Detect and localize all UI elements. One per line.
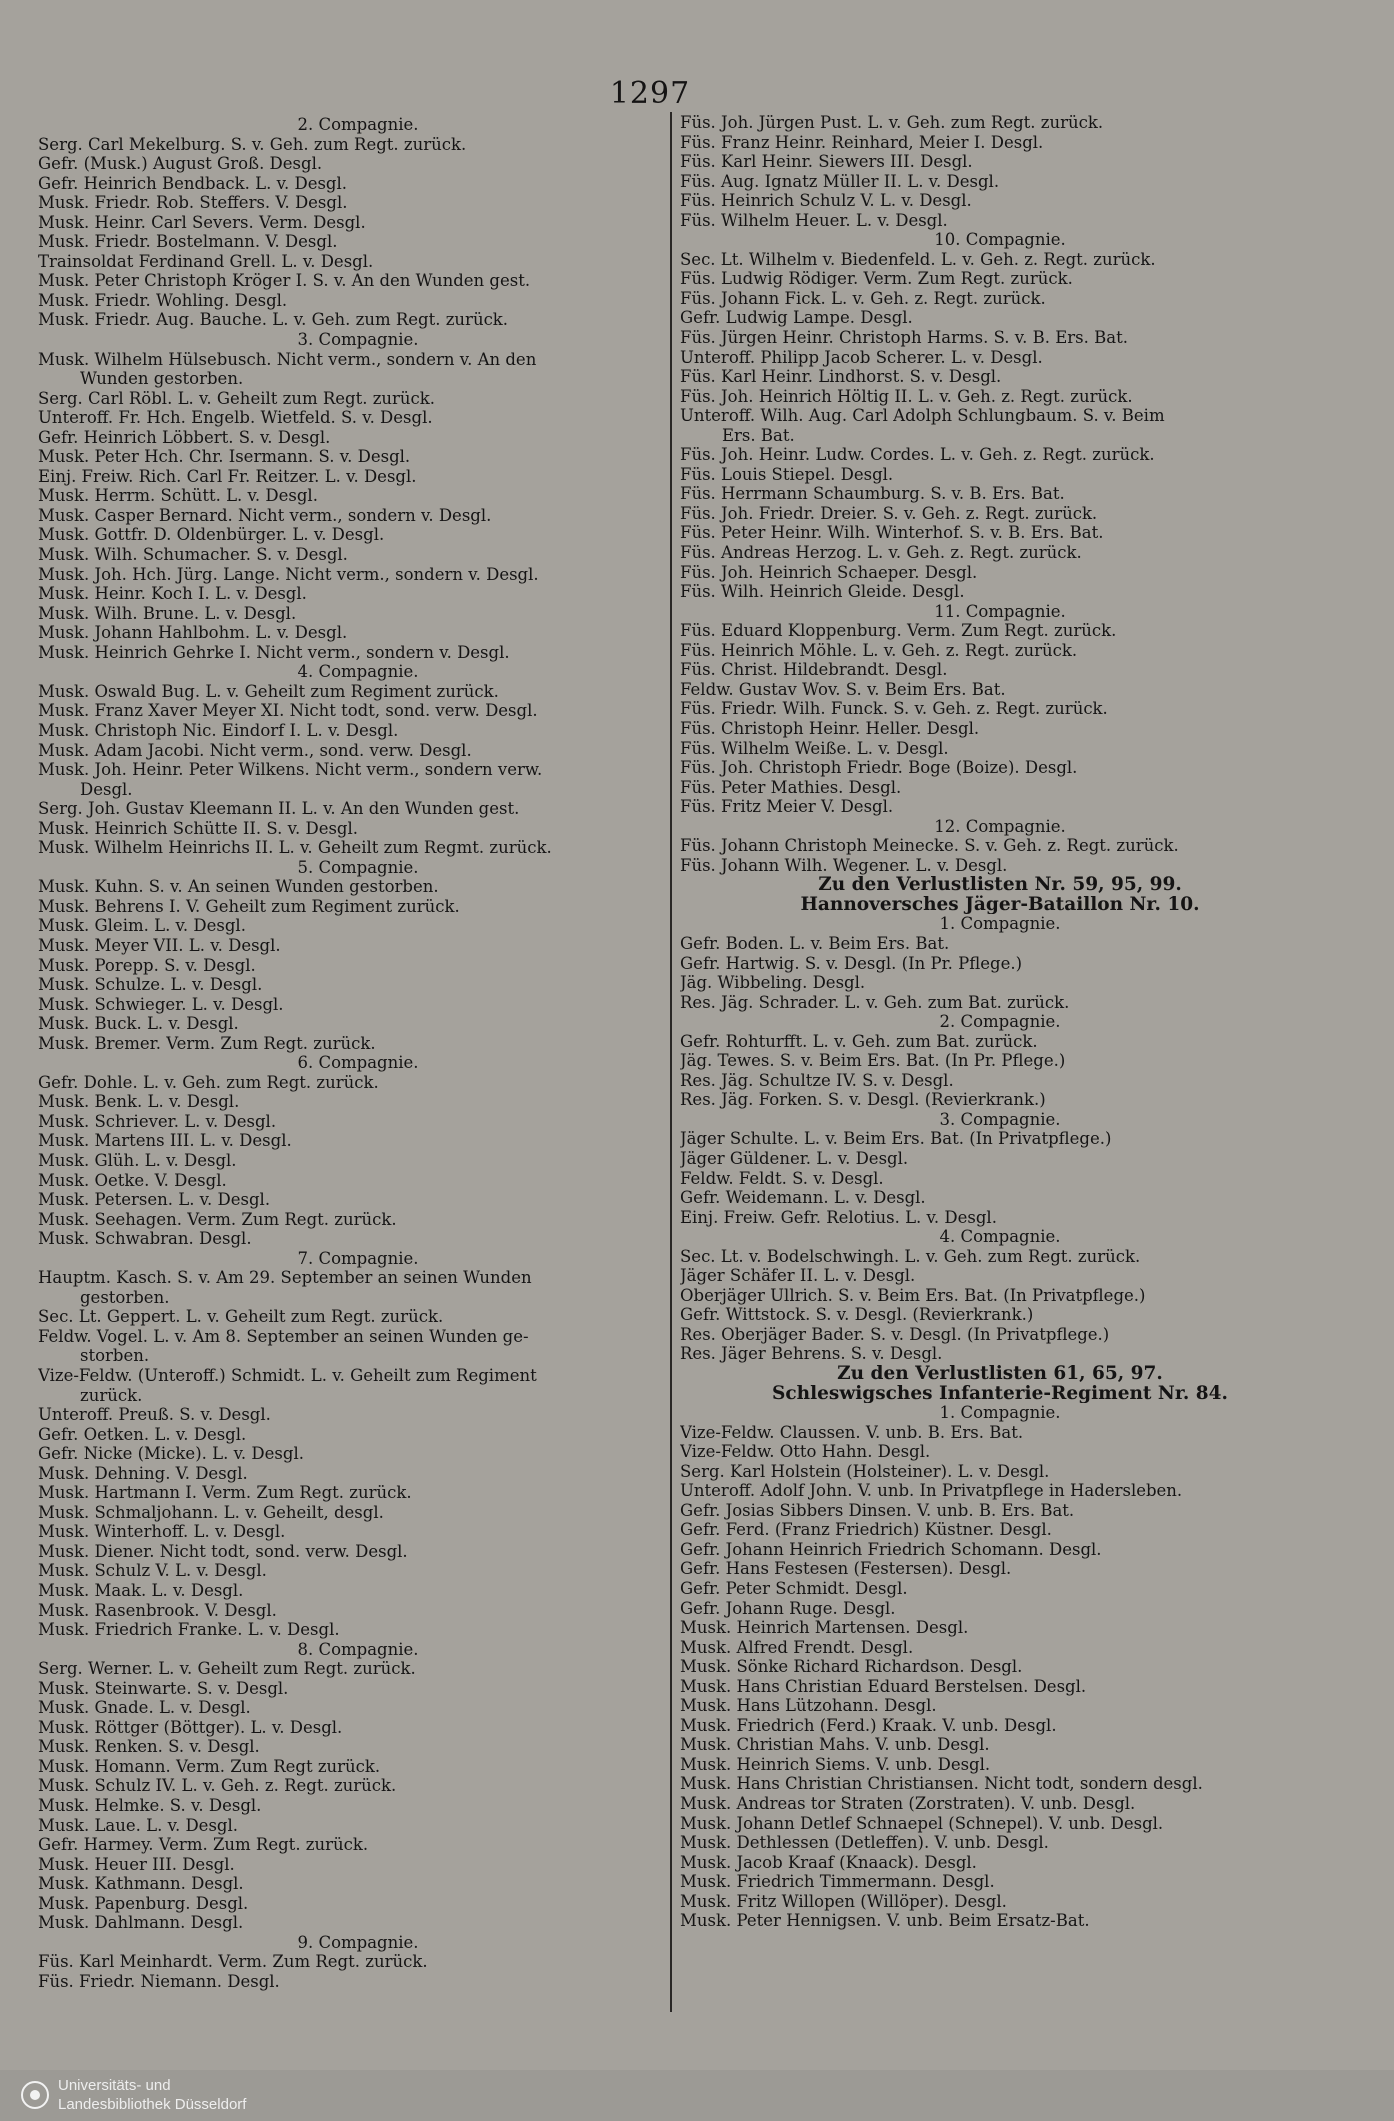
library-name: [58, 2076, 246, 2114]
entry-line: Füs. Johann Christoph Meinecke. S. v. Geh. z. Regt. zurück.: [680, 836, 1179, 856]
company-heading: 10. Compagnie.: [934, 230, 1066, 250]
company-heading: 11. Compagnie.: [934, 601, 1066, 621]
entry-line: Musk. Hans Christian Christiansen. Nicht todt, sondern desgl.: [680, 1774, 1203, 1794]
entry-line: Musk. Christian Mahs. V. unb. Desgl.: [680, 1735, 990, 1755]
entry-line: Jäg. Wibbeling. Desgl.: [680, 973, 866, 993]
entry-line: Musk. Behrens I. V. Geheilt zum Regiment zurück.: [38, 896, 460, 916]
entry-line: Füs. Joh. Friedr. Dreier. S. v. Geh. z. Regt. zurück.: [680, 503, 1098, 523]
entry-line: Musk. Hans Lützohann. Desgl.: [680, 1696, 937, 1716]
entry-line: Füs. Johann Fick. L. v. Geh. z. Regt. zurück.: [680, 288, 1046, 308]
entry-line: Füs. Ludwig Rödiger. Verm. Zum Regt. zurück.: [680, 269, 1073, 289]
company-heading: 6. Compagnie.: [297, 1053, 419, 1073]
entry-line: Füs. Wilh. Heinrich Gleide. Desgl.: [680, 582, 965, 602]
entry-line: Musk. Hartmann I. Verm. Zum Regt. zurück.: [38, 1483, 412, 1503]
company-heading: 1. Compagnie.: [939, 914, 1061, 934]
entry-line: Feldw. Vogel. L. v. Am 8. September an seinen Wunden ge-: [38, 1326, 529, 1346]
company-heading: 4. Compagnie.: [297, 662, 419, 682]
entry-line: Gefr. Peter Schmidt. Desgl.: [680, 1579, 908, 1599]
entry-line: Musk. Friedr. Aug. Bauche. L. v. Geh. zum Regt. zurück.: [38, 310, 509, 330]
entry-line: Füs. Eduard Kloppenburg. Verm. Zum Regt. zurück.: [680, 621, 1117, 641]
entry-line: Unteroff. Fr. Hch. Engelb. Wietfeld. S. v. Desgl.: [38, 408, 433, 428]
entry-line: Jäger Güldener. L. v. Desgl.: [680, 1148, 909, 1168]
company-heading: 3. Compagnie.: [939, 1109, 1061, 1129]
entry-line: Musk. Oswald Bug. L. v. Geheilt zum Regiment zurück.: [38, 681, 499, 701]
entry-line: Musk. Schmaljohann. L. v. Geheilt, desgl.: [38, 1502, 384, 1522]
entry-line: Füs. Aug. Ignatz Müller II. L. v. Desgl.: [680, 171, 1000, 191]
entry-line: Füs. Christ. Hildebrandt. Desgl.: [680, 660, 948, 680]
entry-line: Musk. Helmke. S. v. Desgl.: [38, 1796, 262, 1816]
entry-line: Musk. Adam Jacobi. Nicht verm., sond. verw. Desgl.: [38, 740, 472, 760]
entry-line: Unteroff. Preuß. S. v. Desgl.: [38, 1405, 271, 1425]
entry-line: Füs. Louis Stiepel. Desgl.: [680, 464, 894, 484]
entry-line: Gefr. Ferd. (Franz Friedrich) Küstner. Desgl.: [680, 1520, 1052, 1540]
entry-line: Musk. Dethlessen (Detleffen). V. unb. Desgl.: [680, 1833, 1049, 1853]
entry-line: Jäg. Tewes. S. v. Beim Ers. Bat. (In Pr. Pflege.): [680, 1051, 1066, 1071]
entry-line: Gefr. Wittstock. S. v. Desgl. (Revierkrank.): [680, 1305, 1034, 1325]
entry-line: Musk. Heinrich Siems. V. unb. Desgl.: [680, 1754, 991, 1774]
entry-line: Musk. Renken. S. v. Desgl.: [38, 1737, 260, 1757]
entry-line: Füs. Peter Mathies. Desgl.: [680, 777, 902, 797]
entry-line: Musk. Petersen. L. v. Desgl.: [38, 1190, 271, 1210]
entry-line: Sec. Lt. Geppert. L. v. Geheilt zum Regt. zurück.: [38, 1307, 444, 1327]
entry-line: Musk. Heinrich Schütte II. S. v. Desgl.: [38, 818, 359, 838]
entry-line: Musk. Peter Hch. Chr. Isermann. S. v. Desgl.: [38, 447, 411, 467]
entry-line: Musk. Homann. Verm. Zum Regt zurück.: [38, 1756, 381, 1776]
entry-line: Musk. Sönke Richard Richardson. Desgl.: [680, 1657, 1023, 1677]
entry-line: Res. Jäg. Schultze IV. S. v. Desgl.: [680, 1070, 954, 1090]
entry-line: Res. Jäg. Forken. S. v. Desgl. (Revierkrank.): [680, 1090, 1046, 1110]
entry-line: Musk. Joh. Heinr. Peter Wilkens. Nicht verm., sondern verw.: [38, 760, 543, 780]
entry-line: storben.: [80, 1346, 150, 1366]
section-heading: Hannoversches Jäger-Bataillon Nr. 10.: [800, 894, 1200, 915]
entry-line: Gefr. Hans Festesen (Festersen). Desgl.: [680, 1559, 1012, 1579]
company-heading: 7. Compagnie.: [297, 1248, 419, 1268]
entry-line: Musk. Casper Bernard. Nicht verm., sondern v. Desgl.: [38, 505, 492, 525]
company-heading: 4. Compagnie.: [939, 1227, 1061, 1247]
entry-line: Feldw. Gustav Wov. S. v. Beim Ers. Bat.: [680, 679, 1006, 699]
entry-line: Musk. Oetke. V. Desgl.: [38, 1170, 227, 1190]
entry-line: Feldw. Feldt. S. v. Desgl.: [680, 1168, 884, 1188]
entry-line: Musk. Bremer. Verm. Zum Regt. zurück.: [38, 1033, 376, 1053]
entry-line: Gefr. Boden. L. v. Beim Ers. Bat.: [680, 933, 950, 953]
entry-line: Musk. Peter Hennigsen. V. unb. Beim Ersatz-Bat.: [680, 1911, 1090, 1931]
entry-line: Musk. Johann Detlef Schnaepel (Schnepel). V. unb. Desgl.: [680, 1813, 1164, 1833]
entry-line: Musk. Hans Christian Eduard Berstelsen. Desgl.: [680, 1676, 1087, 1696]
entry-line: Unteroff. Philipp Jacob Scherer. L. v. Desgl.: [680, 347, 1043, 367]
entry-line: Musk. Andreas tor Straten (Zorstraten). V. unb. Desgl.: [680, 1794, 1136, 1814]
entry-line: Musk. Porepp. S. v. Desgl.: [38, 955, 256, 975]
entry-line: Füs. Karl Heinr. Siewers III. Desgl.: [680, 152, 973, 172]
entry-line: Musk. Heinr. Koch I. L. v. Desgl.: [38, 584, 307, 604]
entry-line: Musk. Rasenbrook. V. Desgl.: [38, 1600, 277, 1620]
entry-line: Musk. Maak. L. v. Desgl.: [38, 1581, 244, 1601]
entry-line: Gefr. Johann Ruge. Desgl.: [680, 1598, 896, 1618]
entry-line: Musk. Johann Hahlbohm. L. v. Desgl.: [38, 623, 348, 643]
entry-line: Jäger Schulte. L. v. Beim Ers. Bat. (In Privatpflege.): [680, 1129, 1112, 1149]
entry-line: Oberjäger Ullrich. S. v. Beim Ers. Bat. (In Privatpflege.): [680, 1285, 1146, 1305]
section-heading: Schleswigsches Infanterie-Regiment Nr. 84.: [772, 1383, 1228, 1404]
entry-line: Füs. Friedr. Wilh. Funck. S. v. Geh. z. Regt. zurück.: [680, 699, 1108, 719]
entry-line: Res. Jäg. Schrader. L. v. Geh. zum Bat. zurück.: [680, 992, 1070, 1012]
section-heading: Zu den Verlustlisten Nr. 59, 95, 99.: [818, 875, 1182, 895]
entry-line: Musk. Heinrich Martensen. Desgl.: [680, 1618, 969, 1638]
entry-line: Musk. Wilh. Schumacher. S. v. Desgl.: [38, 545, 348, 565]
entry-line: Füs. Karl Meinhardt. Verm. Zum Regt. zurück.: [38, 1952, 428, 1972]
entry-line: Ers. Bat.: [722, 425, 795, 445]
entry-line: Gefr. Rohturfft. L. v. Geh. zum Bat. zurück.: [680, 1031, 1038, 1051]
entry-line: Musk. Friedrich Timmermann. Desgl.: [680, 1872, 995, 1892]
entry-line: Musk. Dahlmann. Desgl.: [38, 1913, 244, 1933]
entry-line: Füs. Friedr. Niemann. Desgl.: [38, 1971, 280, 1991]
entry-line: Musk. Winterhoff. L. v. Desgl.: [38, 1522, 286, 1542]
entry-line: Gefr. Oetken. L. v. Desgl.: [38, 1424, 247, 1444]
entry-line: Musk. Schwabran. Desgl.: [38, 1229, 252, 1249]
entry-line: Füs. Joh. Christoph Friedr. Boge (Boize). Desgl.: [680, 758, 1078, 778]
library-footer: [0, 2070, 1394, 2121]
entry-line: Gefr. Josias Sibbers Dinsen. V. unb. B. Ers. Bat.: [680, 1500, 1075, 1520]
company-heading: 9. Compagnie.: [297, 1932, 419, 1952]
entry-line: Unteroff. Adolf John. V. unb. In Privatpflege in Hadersleben.: [680, 1481, 1183, 1501]
entry-line: Füs. Jürgen Heinr. Christoph Harms. S. v. B. Ers. Bat.: [680, 328, 1128, 348]
entry-line: Musk. Wilhelm Heinrichs II. L. v. Geheilt zum Regmt. zurück.: [38, 838, 552, 858]
entry-line: Musk. Fritz Willopen (Willöper). Desgl.: [680, 1891, 1007, 1911]
entry-line: Jäger Schäfer II. L. v. Desgl.: [680, 1266, 916, 1286]
company-heading: 12. Compagnie.: [934, 816, 1066, 836]
entry-line: Gefr. Weidemann. L. v. Desgl.: [680, 1188, 926, 1208]
entry-line: Musk. Heuer III. Desgl.: [38, 1854, 235, 1874]
entry-line: Füs. Karl Heinr. Lindhorst. S. v. Desgl.: [680, 367, 1002, 387]
company-heading: 2. Compagnie.: [297, 115, 419, 134]
entry-line: Musk. Wilh. Brune. L. v. Desgl.: [38, 603, 297, 623]
entry-line: Vize-Feldw. Otto Hahn. Desgl.: [680, 1442, 931, 1462]
entry-line: Musk. Kathmann. Desgl.: [38, 1874, 244, 1894]
entry-line: Füs. Andreas Herzog. L. v. Geh. z. Regt. zurück.: [680, 543, 1082, 563]
entry-line: Wunden gestorben.: [80, 369, 244, 389]
entry-line: Musk. Alfred Frendt. Desgl.: [680, 1637, 914, 1657]
company-heading: 2. Compagnie.: [939, 1012, 1061, 1032]
entry-line: Musk. Friedr. Wohling. Desgl.: [38, 290, 288, 310]
entry-line: Serg. Carl Röbl. L. v. Geheilt zum Regt. zurück.: [38, 388, 436, 408]
entry-line: Musk. Friedr. Rob. Steffers. V. Desgl.: [38, 193, 348, 213]
entry-line: Füs. Wilhelm Heuer. L. v. Desgl.: [680, 210, 948, 230]
entry-line: Musk. Joh. Hch. Jürg. Lange. Nicht verm., sondern v. Desgl.: [38, 564, 539, 584]
entry-line: Serg. Karl Holstein (Holsteiner). L. v. Desgl.: [680, 1461, 1050, 1481]
entry-line: Musk. Diener. Nicht todt, sond. verw. Desgl.: [38, 1541, 408, 1561]
entry-line: Musk. Friedrich (Ferd.) Kraak. V. unb. Desgl.: [680, 1715, 1057, 1735]
entry-line: Musk. Seehagen. Verm. Zum Regt. zurück.: [38, 1209, 397, 1229]
entry-line: Füs. Fritz Meier V. Desgl.: [680, 797, 894, 817]
entry-line: Füs. Heinrich Möhle. L. v. Geh. z. Regt. zurück.: [680, 640, 1078, 660]
entry-line: Res. Jäger Behrens. S. v. Desgl.: [680, 1344, 943, 1364]
entry-line: Desgl.: [80, 779, 133, 799]
entry-line: Musk. Jacob Kraaf (Knaack). Desgl.: [680, 1852, 977, 1872]
entry-line: gestorben.: [80, 1287, 170, 1307]
entry-line: Füs. Heinrich Schulz V. L. v. Desgl.: [680, 191, 972, 211]
entry-line: Musk. Schwieger. L. v. Desgl.: [38, 994, 284, 1014]
entry-line: zurück.: [80, 1385, 143, 1405]
company-heading: 8. Compagnie.: [297, 1639, 419, 1659]
entry-line: Gefr. Heinrich Bendback. L. v. Desgl.: [38, 173, 348, 193]
entry-line: Sec. Lt. Wilhelm v. Biedenfeld. L. v. Geh. z. Regt. zurück.: [680, 249, 1156, 269]
entry-line: Füs. Herrmann Schaumburg. S. v. B. Ers. Bat.: [680, 484, 1065, 504]
company-heading: 1. Compagnie.: [939, 1403, 1061, 1423]
company-heading: 3. Compagnie.: [297, 330, 419, 350]
entry-line: Füs. Joh. Jürgen Pust. L. v. Geh. zum Regt. zurück.: [680, 113, 1104, 132]
entry-line: Musk. Heinr. Carl Severs. Verm. Desgl.: [38, 212, 366, 232]
entry-line: Musk. Heinrich Gehrke I. Nicht verm., sondern v. Desgl.: [38, 642, 510, 662]
entry-line: Gefr. Heinrich Löbbert. S. v. Desgl.: [38, 427, 331, 447]
library-name-line2: Landesbibliothek Düsseldorf: [58, 2096, 247, 2113]
entry-line: Gefr. Dohle. L. v. Geh. zum Regt. zurück.: [38, 1072, 379, 1092]
entry-line: Trainsoldat Ferdinand Grell. L. v. Desgl.: [38, 251, 374, 271]
entry-line: Füs. Joh. Heinrich Schaeper. Desgl.: [680, 562, 978, 582]
entry-line: Musk. Schriever. L. v. Desgl.: [38, 1111, 277, 1131]
library-name-line1: Universitäts- und: [58, 2077, 171, 2094]
page-number: 1297: [609, 76, 691, 111]
library-logo-icon: [20, 2080, 50, 2110]
entry-line: Einj. Freiw. Rich. Carl Fr. Reitzer. L. v. Desgl.: [38, 466, 417, 486]
entry-line: Musk. Dehning. V. Desgl.: [38, 1463, 248, 1483]
entry-line: Musk. Peter Christoph Kröger I. S. v. An den Wunden gest.: [38, 271, 531, 291]
entry-line: Füs. Joh. Heinr. Ludw. Cordes. L. v. Geh. z. Regt. zurück.: [680, 445, 1155, 465]
entry-line: Musk. Röttger (Böttger). L. v. Desgl.: [38, 1717, 343, 1737]
entry-line: Musk. Martens III. L. v. Desgl.: [38, 1131, 292, 1151]
entry-line: Serg. Joh. Gustav Kleemann II. L. v. An den Wunden gest.: [38, 799, 520, 819]
entry-line: Füs. Wilhelm Weiße. L. v. Desgl.: [680, 738, 949, 758]
entry-line: Musk. Gottfr. D. Oldenbürger. L. v. Desgl.: [38, 525, 385, 545]
entry-line: Res. Oberjäger Bader. S. v. Desgl. (In Privatpflege.): [680, 1324, 1110, 1344]
entry-line: Gefr. Johann Heinrich Friedrich Schomann. Desgl.: [680, 1539, 1102, 1559]
entry-line: Musk. Schulz V. L. v. Desgl.: [38, 1561, 267, 1581]
entry-line: Füs. Franz Heinr. Reinhard, Meier I. Desgl.: [680, 132, 1044, 152]
right-column: [680, 113, 1320, 1931]
entry-line: Musk. Benk. L. v. Desgl.: [38, 1092, 240, 1112]
entry-line: Füs. Johann Wilh. Wegener. L. v. Desgl.: [680, 855, 1008, 875]
left-column: [38, 115, 678, 1992]
entry-line: Füs. Christoph Heinr. Heller. Desgl.: [680, 718, 980, 738]
entry-line: Hauptm. Kasch. S. v. Am 29. September an seinen Wunden: [38, 1268, 532, 1288]
section-heading: Zu den Verlustlisten 61, 65, 97.: [837, 1364, 1163, 1384]
entry-line: Musk. Schulz IV. L. v. Geh. z. Regt. zurück.: [38, 1776, 397, 1796]
entry-line: Musk. Wilhelm Hülsebusch. Nicht verm., sondern v. An den: [38, 349, 537, 369]
entry-line: Musk. Steinwarte. S. v. Desgl.: [38, 1678, 289, 1698]
entry-line: Musk. Kuhn. S. v. An seinen Wunden gestorben.: [38, 877, 439, 897]
entry-line: Vize-Feldw. Claussen. V. unb. B. Ers. Bat.: [680, 1422, 1024, 1442]
entry-line: Musk. Gleim. L. v. Desgl.: [38, 916, 246, 936]
entry-line: Musk. Friedrich Franke. L. v. Desgl.: [38, 1620, 340, 1640]
entry-line: Füs. Peter Heinr. Wilh. Winterhof. S. v. B. Ers. Bat.: [680, 523, 1104, 543]
entry-line: Füs. Joh. Heinrich Höltig II. L. v. Geh. z. Regt. zurück.: [680, 386, 1133, 406]
entry-line: Vize-Feldw. (Unteroff.) Schmidt. L. v. Geheilt zum Regiment: [38, 1366, 537, 1385]
entry-line: Sec. Lt. v. Bodelschwingh. L. v. Geh. zum Regt. zurück.: [680, 1246, 1141, 1266]
company-heading: 5. Compagnie.: [297, 857, 419, 877]
entry-line: Gefr. (Musk.) August Groß. Desgl.: [38, 154, 323, 174]
entry-line: Musk. Meyer VII. L. v. Desgl.: [38, 935, 281, 955]
entry-line: Gefr. Ludwig Lampe. Desgl.: [680, 308, 913, 328]
entry-line: Serg. Carl Mekelburg. S. v. Geh. zum Regt. zurück.: [38, 134, 467, 154]
entry-line: Musk. Gnade. L. v. Desgl.: [38, 1698, 251, 1718]
entry-line: Unteroff. Wilh. Aug. Carl Adolph Schlungbaum. S. v. Beim: [680, 406, 1165, 426]
entry-line: Gefr. Hartwig. S. v. Desgl. (In Pr. Pflege.): [680, 953, 1023, 973]
entry-line: Musk. Glüh. L. v. Desgl.: [38, 1150, 237, 1170]
entry-line: Musk. Friedr. Bostelmann. V. Desgl.: [38, 232, 338, 252]
entry-line: Gefr. Nicke (Micke). L. v. Desgl.: [38, 1444, 304, 1464]
entry-line: Musk. Christoph Nic. Eindorf I. L. v. Desgl.: [38, 720, 399, 740]
entry-line: Musk. Schulze. L. v. Desgl.: [38, 975, 263, 995]
entry-line: Musk. Papenburg. Desgl.: [38, 1893, 249, 1913]
entry-line: Musk. Franz Xaver Meyer XI. Nicht todt, sond. verw. Desgl.: [38, 701, 538, 721]
entry-line: Serg. Werner. L. v. Geheilt zum Regt. zurück.: [38, 1659, 416, 1679]
entry-line: Musk. Herrm. Schütt. L. v. Desgl.: [38, 486, 318, 506]
entry-line: Musk. Laue. L. v. Desgl.: [38, 1815, 238, 1835]
entry-line: Einj. Freiw. Gefr. Relotius. L. v. Desgl.: [680, 1207, 997, 1227]
entry-line: Gefr. Harmey. Verm. Zum Regt. zurück.: [38, 1835, 369, 1855]
entry-line: Musk. Buck. L. v. Desgl.: [38, 1014, 239, 1034]
